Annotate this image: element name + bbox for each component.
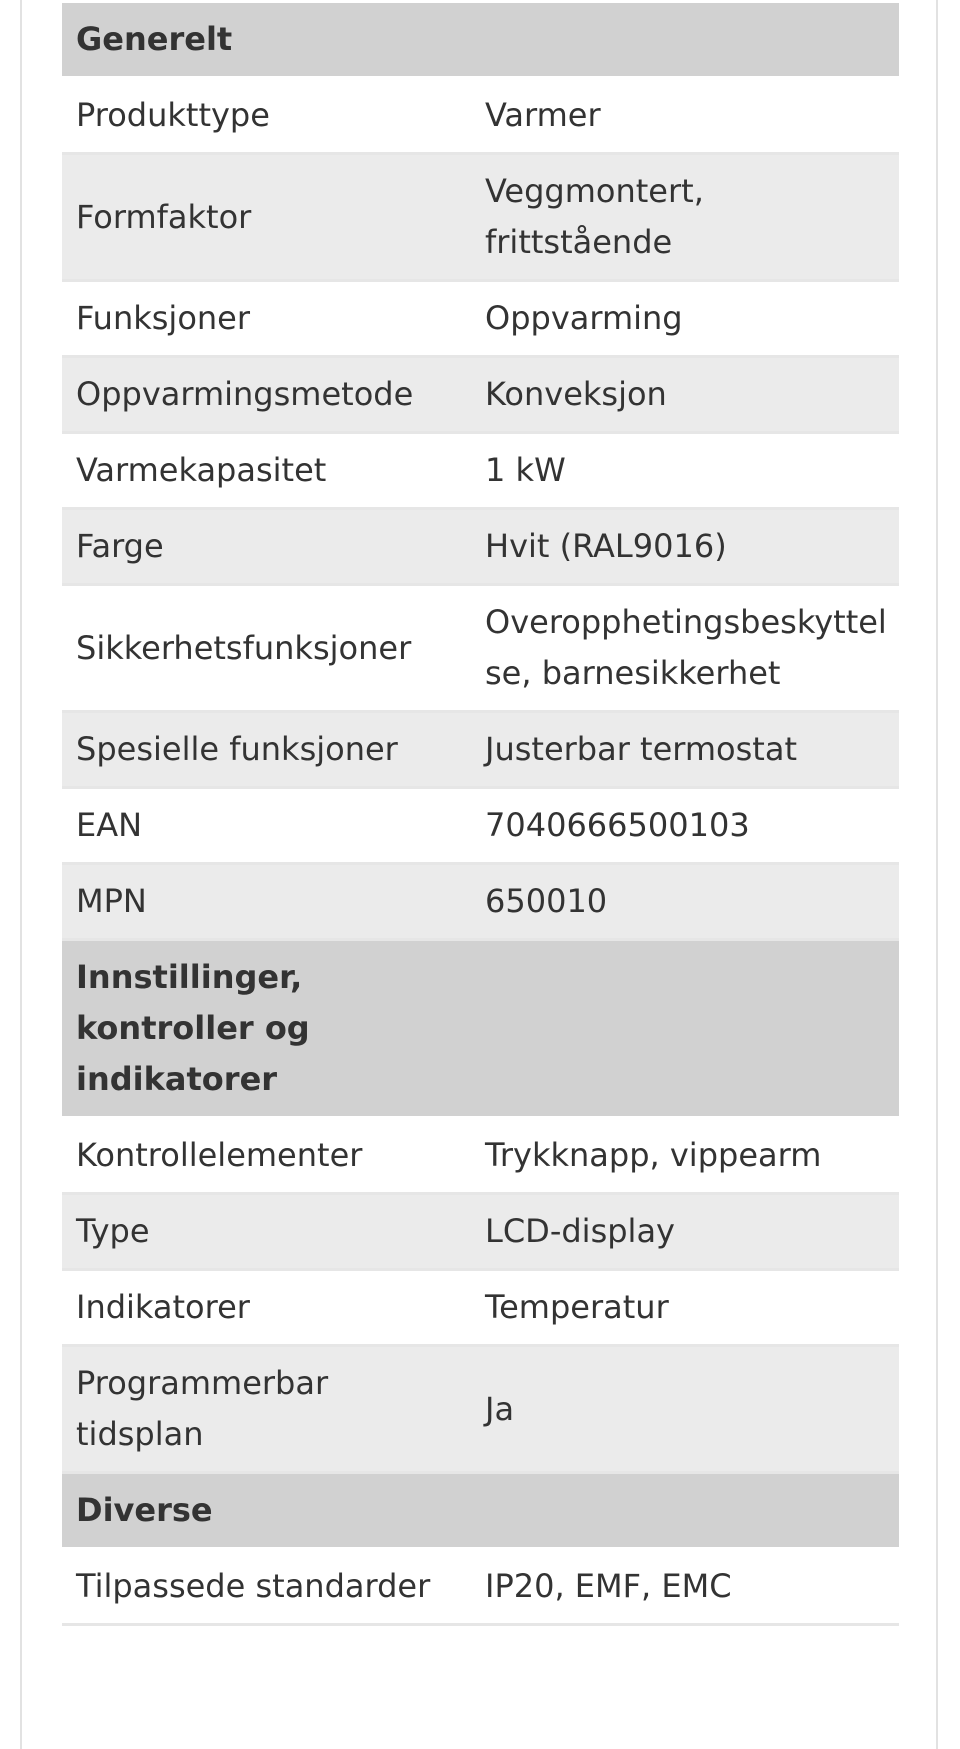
spec-label: Farge [62,509,467,585]
spec-row [62,1346,899,1473]
spec-value: Trykknapp, vippearm [467,1118,899,1194]
spec-row [62,712,899,788]
spec-label: MPN [62,864,467,940]
spec-table [62,3,899,1626]
spec-label: Tilpassede standarder [62,1549,467,1625]
spec-label: EAN [62,788,467,864]
spec-row [62,154,899,281]
spec-value: Varmer [467,78,899,154]
spec-row [62,1118,899,1194]
spec-row [62,864,899,940]
spec-row [62,788,899,864]
spec-row [62,281,899,357]
spec-label: Programmerbar tidsplan [62,1346,467,1473]
spec-row [62,433,899,509]
section-heading-label: Innstillinger, kontroller og indikatorer [62,940,467,1118]
spec-label: Sikkerhetsfunksjoner [62,585,467,712]
spec-row [62,585,899,712]
spec-label: Type [62,1194,467,1270]
spec-value: Temperatur [467,1270,899,1346]
section-heading-diverse [62,1473,899,1549]
spec-row [62,1270,899,1346]
spec-value: Ja [467,1346,899,1473]
spec-value: LCD-display [467,1194,899,1270]
spec-value: Veggmontert, frittstående [467,154,899,281]
spec-label: Varmekapasitet [62,433,467,509]
spec-row [62,509,899,585]
spec-row [62,78,899,154]
spec-value: 1 kW [467,433,899,509]
section-heading-label: Generelt [62,3,467,78]
spec-value: Justerbar termostat [467,712,899,788]
spec-label: Produkttype [62,78,467,154]
spec-value: 650010 [467,864,899,940]
section-heading-generelt [62,3,899,78]
section-heading-label: Diverse [62,1473,467,1549]
spec-value: IP20, EMF, EMC [467,1549,899,1625]
spec-row [62,1549,899,1625]
spec-row [62,357,899,433]
spec-value: Konveksjon [467,357,899,433]
spec-label: Kontrollelementer [62,1118,467,1194]
spec-value: Hvit (RAL9016) [467,509,899,585]
spec-label: Spesielle funksjoner [62,712,467,788]
spec-value: Overopphetingsbeskyttelse, barnesikkerhet [467,585,899,712]
spec-value: Oppvarming [467,281,899,357]
section-heading-innstillinger [62,940,899,1118]
spec-row [62,1194,899,1270]
spec-label: Funksjoner [62,281,467,357]
spec-label: Indikatorer [62,1270,467,1346]
spec-label: Oppvarmingsmetode [62,357,467,433]
spec-value: 7040666500103 [467,788,899,864]
spec-label: Formfaktor [62,154,467,281]
